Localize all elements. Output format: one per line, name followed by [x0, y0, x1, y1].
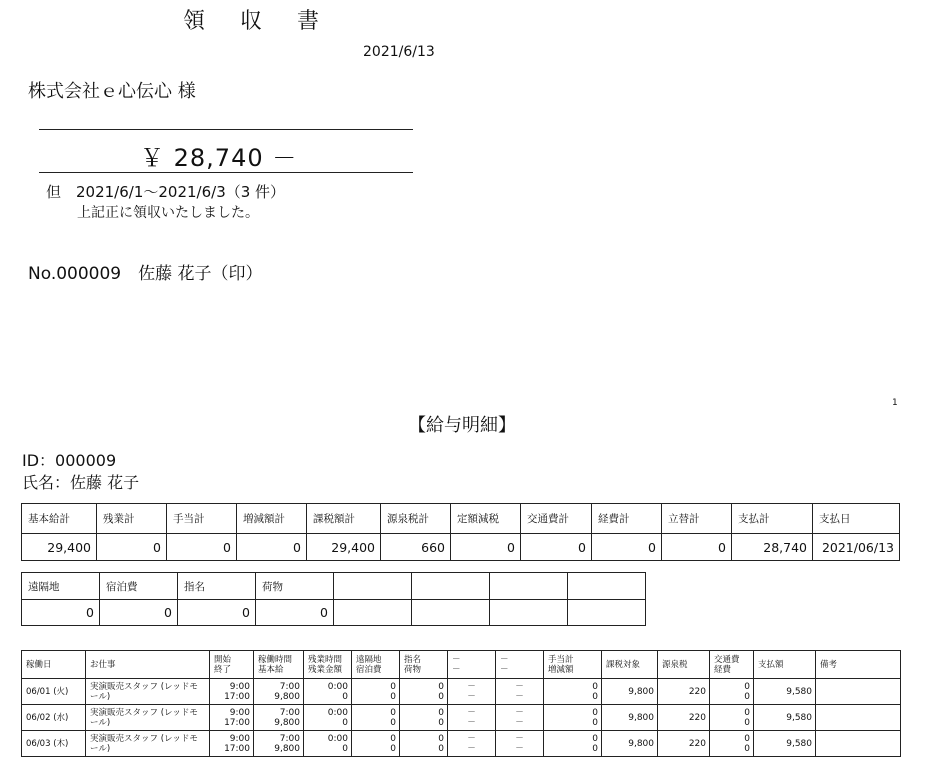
dash-cell-a-line: －	[467, 681, 476, 692]
extra-value-cell: 0	[22, 600, 100, 626]
detail-header-text: 基本給	[258, 664, 284, 675]
allowance-cell-line: 0	[592, 691, 598, 702]
detail-header-text: 残業時間	[308, 654, 343, 665]
dash-cell-b	[496, 705, 544, 731]
dash-cell-a	[448, 679, 496, 705]
summary-header-cell: 源泉税計	[381, 504, 451, 534]
job-cell	[86, 731, 210, 757]
transport-expense-cell-line: 0	[744, 691, 750, 702]
hours-pay-cell-line: 7:00	[279, 733, 300, 744]
summary-header-row	[22, 504, 900, 534]
dash-cell-b-line: －	[515, 691, 524, 702]
detail-header-text: 稼働日	[26, 659, 52, 670]
start-end-cell-line: 17:00	[224, 743, 250, 754]
detail-header-cell	[602, 651, 658, 679]
summary-value-cell: 29,400	[307, 534, 381, 561]
taxable-cell: 9,800	[602, 705, 658, 731]
overtime-cell	[304, 679, 352, 705]
statement-name: 氏名：佐藤 花子	[22, 473, 140, 492]
hours-pay-cell	[254, 731, 304, 757]
amount-top-rule	[39, 129, 413, 130]
extra-header-cell	[412, 573, 490, 600]
nomination-baggage-cell-line: 0	[438, 733, 444, 744]
summary-value-cell: 0	[97, 534, 167, 561]
withholding-cell: 220	[658, 731, 710, 757]
detail-header-text: お仕事	[90, 659, 116, 670]
allowance-cell	[544, 705, 602, 731]
detail-header-text: 支払額	[758, 659, 784, 670]
hours-pay-cell-line: 7:00	[279, 681, 300, 692]
receipt-issuer: No.000009 佐藤 花子（印）	[28, 264, 263, 284]
detail-header-cell	[254, 651, 304, 679]
summary-table-extra	[21, 572, 646, 626]
summary-value-cell: 29,400	[22, 534, 97, 561]
detail-header-text: 手当計	[548, 654, 574, 665]
start-end-cell-line: 9:00	[229, 733, 250, 744]
extra-header-cell: 遠隔地	[22, 573, 100, 600]
detail-row	[22, 705, 901, 731]
dash-cell-a-line: －	[467, 691, 476, 702]
taxable-cell: 9,800	[602, 679, 658, 705]
nomination-baggage-cell	[400, 679, 448, 705]
transport-expense-cell-line: 0	[744, 717, 750, 728]
detail-row	[22, 679, 901, 705]
nomination-baggage-cell-line: 0	[438, 691, 444, 702]
dash-cell-b-line: －	[515, 717, 524, 728]
detail-header-cell	[544, 651, 602, 679]
job-cell	[86, 705, 210, 731]
summary-header-cell: 支払計	[732, 504, 813, 534]
remote-lodging-cell	[352, 705, 400, 731]
detail-header-text: －	[452, 654, 461, 665]
transport-expense-cell-line: 0	[744, 743, 750, 754]
statement-title: 【給与明細】	[408, 415, 516, 436]
summary-value-cell: 2021/06/13	[813, 534, 900, 561]
detail-header-text: 増減額	[548, 664, 574, 675]
detail-row	[22, 731, 901, 757]
nomination-baggage-cell-line: 0	[438, 707, 444, 718]
allowance-cell-line: 0	[592, 681, 598, 692]
summary-value-cell: 660	[381, 534, 451, 561]
detail-header-text: 備考	[820, 659, 838, 670]
detail-header-text: 荷物	[404, 664, 422, 675]
detail-header-cell	[86, 651, 210, 679]
detail-header-cell	[400, 651, 448, 679]
detail-header-text: －	[452, 664, 461, 675]
remote-lodging-cell-line: 0	[390, 717, 396, 728]
nomination-baggage-cell	[400, 731, 448, 757]
start-end-cell-line: 17:00	[224, 717, 250, 728]
job-cell-line: 実演販売スタッフ (レッドモ	[90, 707, 198, 718]
extra-value-cell: 0	[256, 600, 334, 626]
summary-value-row	[22, 534, 900, 561]
extra-value-cell: 0	[178, 600, 256, 626]
allowance-cell-line: 0	[592, 717, 598, 728]
allowance-cell-line: 0	[592, 707, 598, 718]
transport-expense-cell-line: 0	[744, 681, 750, 692]
extra-header-cell	[334, 573, 412, 600]
extra-value-cell	[490, 600, 568, 626]
dash-cell-a	[448, 731, 496, 757]
detail-header-cell	[816, 651, 901, 679]
overtime-cell-line: 0:00	[327, 707, 348, 718]
detail-header-text: 残業金額	[308, 664, 343, 675]
dash-cell-a-line: －	[467, 743, 476, 754]
dash-cell-b	[496, 731, 544, 757]
amount-bottom-rule	[39, 172, 413, 173]
dash-cell-b-line: －	[515, 707, 524, 718]
remarks-cell	[816, 731, 901, 757]
detail-header-text: 宿泊費	[356, 664, 382, 675]
transport-expense-cell	[710, 679, 754, 705]
detail-header-text: 開始	[214, 654, 232, 665]
job-cell-line: ール)	[90, 717, 111, 728]
remote-lodging-cell-line: 0	[390, 743, 396, 754]
overtime-cell-line: 0	[342, 691, 348, 702]
detail-header-cell	[710, 651, 754, 679]
transport-expense-cell	[710, 705, 754, 731]
summary-header-cell: 課税額計	[307, 504, 381, 534]
extra-value-row	[22, 600, 646, 626]
detail-header-text: 課税対象	[606, 659, 641, 670]
remarks-cell	[816, 679, 901, 705]
receipt-date: 2021/6/13	[363, 44, 435, 60]
detail-header-cell	[352, 651, 400, 679]
start-end-cell-line: 17:00	[224, 691, 250, 702]
remote-lodging-cell-line: 0	[390, 691, 396, 702]
allowance-cell-line: 0	[592, 733, 598, 744]
extra-header-cell: 荷物	[256, 573, 334, 600]
transport-expense-cell-line: 0	[744, 733, 750, 744]
payment-cell: 9,580	[754, 731, 816, 757]
start-end-cell	[210, 679, 254, 705]
remarks-cell	[816, 705, 901, 731]
start-end-cell	[210, 731, 254, 757]
remote-lodging-cell	[352, 679, 400, 705]
summary-header-cell: 基本給計	[22, 504, 97, 534]
job-cell	[86, 679, 210, 705]
detail-header-text: 終了	[214, 664, 232, 675]
summary-header-cell: 手当計	[167, 504, 237, 534]
extra-value-cell	[412, 600, 490, 626]
detail-header-text: 指名	[404, 654, 422, 665]
summary-table-main	[21, 503, 900, 561]
receipt-amount: ￥ 28,740 －	[140, 144, 298, 172]
receipt-addressee: 株式会社ｅ心伝心 様	[28, 81, 196, 102]
extra-header-cell: 指名	[178, 573, 256, 600]
detail-header-text: 交通費	[714, 654, 740, 665]
detail-header-cell	[210, 651, 254, 679]
summary-value-cell: 0	[451, 534, 521, 561]
nomination-baggage-cell-line: 0	[438, 743, 444, 754]
summary-header-cell: 増減額計	[237, 504, 307, 534]
job-cell-line: ール)	[90, 691, 111, 702]
transport-expense-cell	[710, 731, 754, 757]
start-end-cell-line: 9:00	[229, 707, 250, 718]
hours-pay-cell-line: 9,800	[274, 743, 300, 754]
hours-pay-cell	[254, 705, 304, 731]
overtime-cell-line: 0:00	[327, 681, 348, 692]
withholding-cell: 220	[658, 679, 710, 705]
dash-cell-b-line: －	[515, 743, 524, 754]
hours-pay-cell-line: 7:00	[279, 707, 300, 718]
start-end-cell	[210, 705, 254, 731]
remote-lodging-cell-line: 0	[390, 681, 396, 692]
extra-value-cell	[334, 600, 412, 626]
extra-value-cell	[568, 600, 646, 626]
payment-cell: 9,580	[754, 679, 816, 705]
job-cell-line: 実演販売スタッフ (レッドモ	[90, 681, 198, 692]
summary-value-cell: 0	[237, 534, 307, 561]
dash-cell-b-line: －	[515, 733, 524, 744]
detail-header-cell	[448, 651, 496, 679]
detail-header-cell	[496, 651, 544, 679]
work-date-cell: 06/01 (火)	[22, 679, 86, 705]
receipt-note-confirmation: 上記正に領収いたしました。	[77, 205, 259, 221]
summary-value-cell: 0	[521, 534, 592, 561]
detail-header-cell	[658, 651, 710, 679]
dash-cell-b	[496, 679, 544, 705]
taxable-cell: 9,800	[602, 731, 658, 757]
withholding-cell: 220	[658, 705, 710, 731]
receipt-title: 領 収 書	[183, 9, 333, 34]
detail-header-text: 稼働時間	[258, 654, 293, 665]
summary-header-cell: 立替計	[662, 504, 732, 534]
summary-value-cell: 28,740	[732, 534, 813, 561]
detail-header-cell	[22, 651, 86, 679]
remote-lodging-cell-line: 0	[390, 707, 396, 718]
allowance-cell	[544, 731, 602, 757]
detail-header-text: －	[500, 654, 509, 665]
summary-header-cell: 残業計	[97, 504, 167, 534]
transport-expense-cell-line: 0	[744, 707, 750, 718]
overtime-cell-line: 0:00	[327, 733, 348, 744]
overtime-cell	[304, 731, 352, 757]
detail-header-cell	[304, 651, 352, 679]
detail-header-text: 源泉税	[662, 659, 688, 670]
remote-lodging-cell-line: 0	[390, 733, 396, 744]
hours-pay-cell	[254, 679, 304, 705]
remote-lodging-cell	[352, 731, 400, 757]
summary-value-cell: 0	[592, 534, 662, 561]
job-cell-line: ール)	[90, 743, 111, 754]
detail-header-text: －	[500, 664, 509, 675]
extra-header-row	[22, 573, 646, 600]
detail-table	[21, 650, 901, 757]
nomination-baggage-cell-line: 0	[438, 717, 444, 728]
work-date-cell: 06/02 (水)	[22, 705, 86, 731]
summary-header-cell: 交通費計	[521, 504, 592, 534]
allowance-cell	[544, 679, 602, 705]
nomination-baggage-cell-line: 0	[438, 681, 444, 692]
start-end-cell-line: 9:00	[229, 681, 250, 692]
dash-cell-a-line: －	[467, 707, 476, 718]
payment-cell: 9,580	[754, 705, 816, 731]
receipt-note-period: 但 2021/6/1～2021/6/3（3 件）	[46, 183, 286, 201]
hours-pay-cell-line: 9,800	[274, 717, 300, 728]
detail-header-text: 遠隔地	[356, 654, 382, 665]
nomination-baggage-cell	[400, 705, 448, 731]
summary-value-cell: 0	[167, 534, 237, 561]
extra-header-cell	[568, 573, 646, 600]
dash-cell-a-line: －	[467, 733, 476, 744]
hours-pay-cell-line: 9,800	[274, 691, 300, 702]
extra-value-cell: 0	[100, 600, 178, 626]
summary-value-cell: 0	[662, 534, 732, 561]
allowance-cell-line: 0	[592, 743, 598, 754]
summary-header-cell: 支払日	[813, 504, 900, 534]
detail-header-cell	[754, 651, 816, 679]
extra-header-cell	[490, 573, 568, 600]
summary-header-cell: 定額減税	[451, 504, 521, 534]
summary-header-cell: 経費計	[592, 504, 662, 534]
dash-cell-b-line: －	[515, 681, 524, 692]
dash-cell-a-line: －	[467, 717, 476, 728]
overtime-cell-line: 0	[342, 743, 348, 754]
page-number: 1	[892, 398, 898, 408]
statement-id: ID：000009	[22, 451, 117, 470]
detail-header-text: 経費	[714, 664, 732, 675]
job-cell-line: 実演販売スタッフ (レッドモ	[90, 733, 198, 744]
extra-header-cell: 宿泊費	[100, 573, 178, 600]
overtime-cell-line: 0	[342, 717, 348, 728]
detail-header-row	[22, 651, 901, 679]
work-date-cell: 06/03 (木)	[22, 731, 86, 757]
dash-cell-a	[448, 705, 496, 731]
overtime-cell	[304, 705, 352, 731]
